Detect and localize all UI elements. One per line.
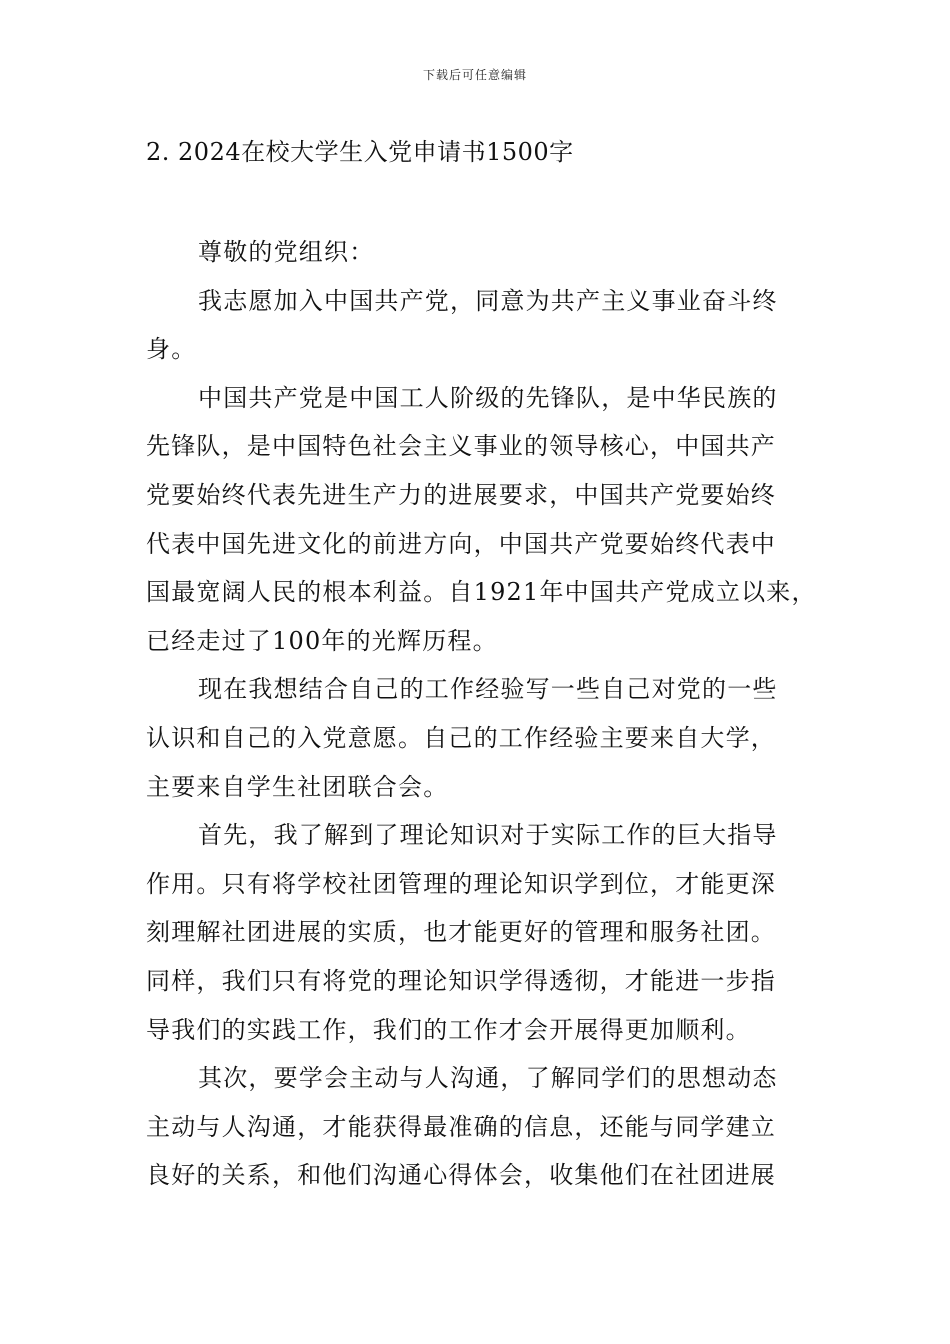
paragraph-line: 首先，我了解到了理论知识对于实际工作的巨大指导 <box>198 821 778 850</box>
paragraph-line: 作用。只有将学校社团管理的理论知识学到位，才能更深 <box>146 869 776 898</box>
paragraph-line: 导我们的实践工作，我们的工作才会开展得更加顺利。 <box>146 1015 751 1044</box>
paragraph-line: 良好的关系，和他们沟通心得体会，收集他们在社团进展 <box>146 1161 776 1190</box>
paragraph-line: 代表中国先进文化的前进方向，中国共产党要始终代表中 <box>146 529 776 558</box>
paragraph-line: 现在我想结合自己的工作经验写一些自己对党的一些 <box>198 675 778 704</box>
paragraph-line: 主要来自学生社团联合会。 <box>146 772 449 801</box>
page-header: 下载后可任意编辑 <box>422 68 527 82</box>
paragraph-line: 中国共产党是中国工人阶级的先锋队，是中华民族的 <box>198 383 778 412</box>
paragraph-line: 同样，我们只有将党的理论知识学得透彻，才能进一步指 <box>146 966 776 995</box>
paragraph-line: 刻理解社团进展的实质，也才能更好的管理和服务社团。 <box>146 918 776 947</box>
salutation-line: 尊敬的党组织： <box>198 238 375 266</box>
paragraph-line: 已经走过了100年的光辉历程。 <box>146 626 498 655</box>
paragraph-line: 国最宽阔人民的根本利益。自1921年中国共产党成立以来， <box>146 578 817 607</box>
paragraph-line: 身。 <box>146 335 197 364</box>
paragraph-line: 党要始终代表先进生产力的进展要求，中国共产党要始终 <box>146 480 776 509</box>
document-body <box>146 228 836 1200</box>
paragraph-line: 其次，要学会主动与人沟通，了解同学们的思想动态 <box>198 1064 778 1093</box>
paragraph-line: 我志愿加入中国共产党，同意为共产主义事业奋斗终 <box>198 286 778 315</box>
paragraph-line: 认识和自己的入党意愿。自己的工作经验主要来自大学， <box>146 723 776 752</box>
document-title: 2. 2024在校大学生入党申请书1500字 <box>146 138 574 166</box>
paragraph-line: 先锋队，是中国特色社会主义事业的领导核心，中国共产 <box>146 432 776 461</box>
paragraph-line: 主动与人沟通，才能获得最准确的信息，还能与同学建立 <box>146 1112 776 1141</box>
